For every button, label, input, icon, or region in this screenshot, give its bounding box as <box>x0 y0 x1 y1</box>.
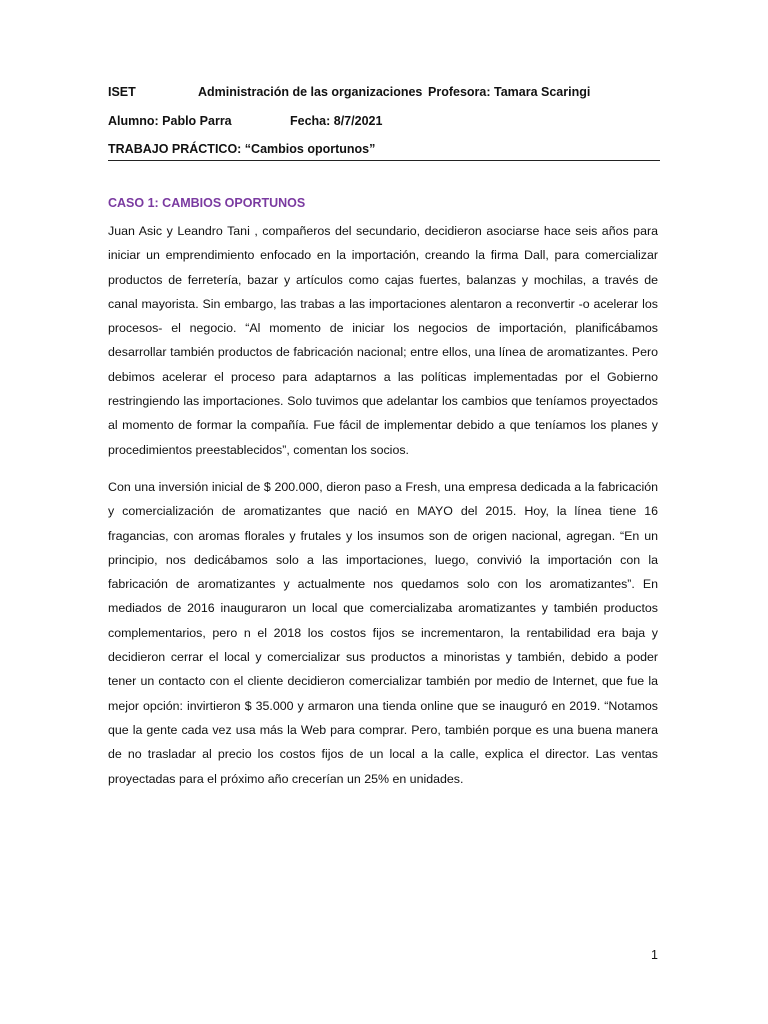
case-paragraph-1: Juan Asic y Leandro Tani , compañeros del secundario, decidieron asociarse hace seis años para iniciar un emprendimiento enfocado en la importación, creando la firma Dall, para comercializar productos de ferretería, bazar y artículos como cajas fuertes, balanzas y mochilas, a través de canal mayorista. Sin embargo, las trabas a las importaciones alentaron a reconvertir -o acelerar los procesos- el negocio. “Al momento de iniciar los negocios de importación, planificábamos desarrollar también productos de fabricación nacional; entre ellos, una línea de aromatizantes. Pero debimos acelerar el proceso para adaptarnos a las políticas implementadas por el Gobierno restringiendo las importaciones. Solo tuvimos que adelantar los cambios que teníamos proyectados al momento de formar la compañía. Fue fácil de implementar debido a que teníamos los planes y procedimientos preestablecidos”, comentan los socios. <box>108 224 658 457</box>
header-divider <box>108 160 660 161</box>
date-label: Fecha: 8/7/2021 <box>290 114 383 128</box>
case-title: CASO 1: CAMBIOS OPORTUNOS <box>108 196 306 210</box>
subject-label: Administración de las organizaciones <box>198 85 423 99</box>
student-label: Alumno: Pablo Parra <box>108 114 232 128</box>
header-row-course <box>108 85 591 99</box>
case-paragraph-2: Con una inversión inicial de $ 200.000, dieron paso a Fresh, una empresa dedicada a la fabricación y comercialización de aromatizantes que nació en MAYO del 2015. Hoy, la línea tiene 16 fragancias, con aromas florales y frutales y los insumos son de origen nacional, agregan. “En un principio, nos dedicábamos solo a las importaciones, luego, convivió la importación con la fabricación de aromatizantes y actualmente nos quedamos solo con los aromatizantes”. En mediados de 2016 inauguraron un local que comercializaba aromatizantes y también productos complementarios, pero n el 2018 los costos fijos se incrementaron, la rentabilidad era baja y decidieron cerrar el local y comercializar sus productos a minoristas y también, debido a poder tener un contacto con el cliente decidieron comercializar también por medio de Internet, que fue la mejor opción: invirtieron $ 35.000 y armaron una tienda online que se inauguró en 2019. “Notamos que la gente cada vez usa más la Web para comprar. Pero, también porque es una buena manera de no trasladar al precio los costos fijos de un local a la calle, explica el director. Las ventas proyectadas para el próximo año crecerían un 25% en unidades. <box>108 480 658 786</box>
institution-label: ISET <box>108 85 136 99</box>
assignment-title: TRABAJO PRÁCTICO: “Cambios oportunos” <box>108 142 376 156</box>
teacher-label: Profesora: Tamara Scaringi <box>428 85 591 99</box>
header-row-student <box>108 114 383 128</box>
page-number: 1 <box>651 948 658 962</box>
